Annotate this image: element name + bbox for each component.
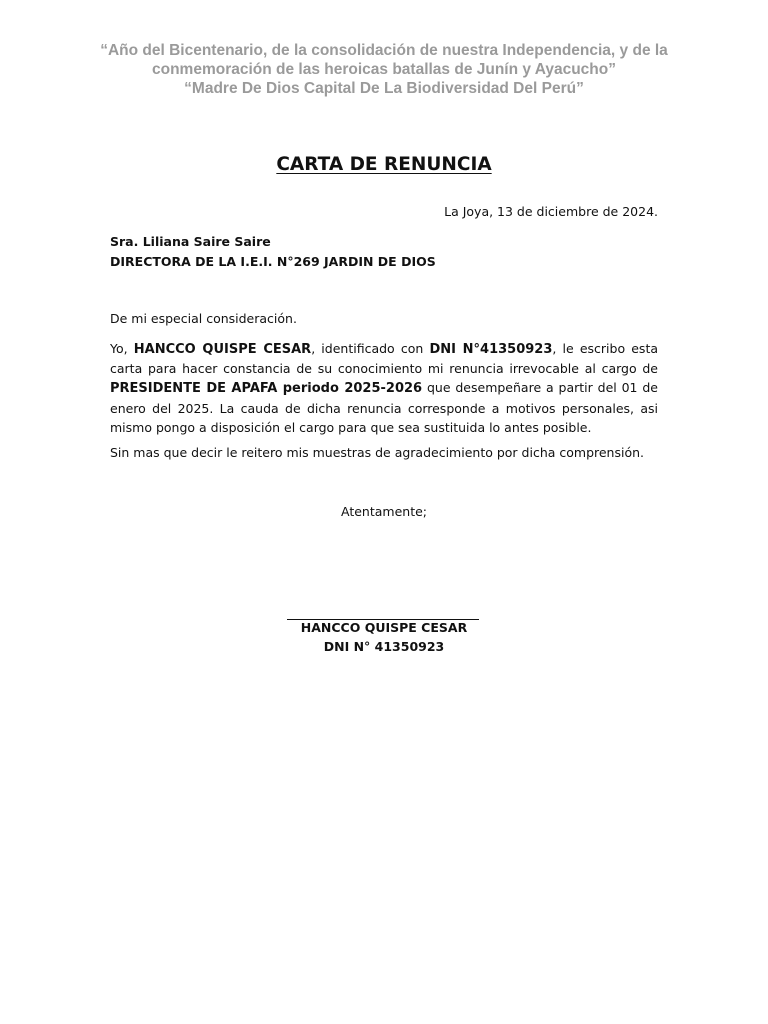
signature-block (0, 618, 768, 656)
header-motto (100, 41, 668, 98)
letter-title: CARTA DE RENUNCIA (276, 154, 492, 175)
body-dni-bold: DNI N°41350923 (429, 342, 553, 357)
body-text-4: que desempeñare a partir del 01 de enero del 2025. La cauda de dicha renuncia corresponde a motivos personales, asi mismo pongo a disposición el cargo para que sea sustituida lo antes posible. (110, 380, 659, 435)
letter-date: La Joya, 13 de diciembre de 2024. (444, 204, 658, 219)
body-text-2: , identificado con (311, 341, 430, 356)
body-cargo-bold: PRESIDENTE DE APAFA periodo 2025-2026 (110, 381, 423, 397)
body-text-1: Yo, (110, 341, 134, 356)
sign-off: Atentamente; (341, 504, 427, 519)
body-text-3: , le escribo esta carta para hacer constancia de su conocimiento mi renuncia irrevocable al cargo de (110, 341, 659, 377)
signer-name: HANCCO QUISPE CESAR (300, 620, 468, 635)
body-paragraph (110, 339, 658, 437)
signer-dni: DNI N° 41350923 (323, 639, 445, 654)
motto-line-2: conmemoración de las heroicas batallas de Junín y Ayacucho” (151, 61, 616, 78)
motto-line-3: “Madre De Dios Capital De La Biodiversidad Del Perú” (184, 80, 584, 97)
body-name-bold: HANCCO QUISPE CESAR (133, 342, 312, 357)
motto-line-1: “Año del Bicentenario, de la consolidación de nuestra Independencia, y de la (100, 42, 668, 59)
recipient-name: Sra. Liliana Saire Saire (110, 234, 271, 249)
greeting: De mi especial consideración. (110, 311, 297, 326)
recipient-block (110, 232, 436, 272)
recipient-role: DIRECTORA DE LA I.E.I. N°269 JARDIN DE DIOS (110, 254, 436, 269)
closing-paragraph: Sin mas que decir le reitero mis muestras de agradecimiento por dicha comprensión. (110, 445, 645, 460)
